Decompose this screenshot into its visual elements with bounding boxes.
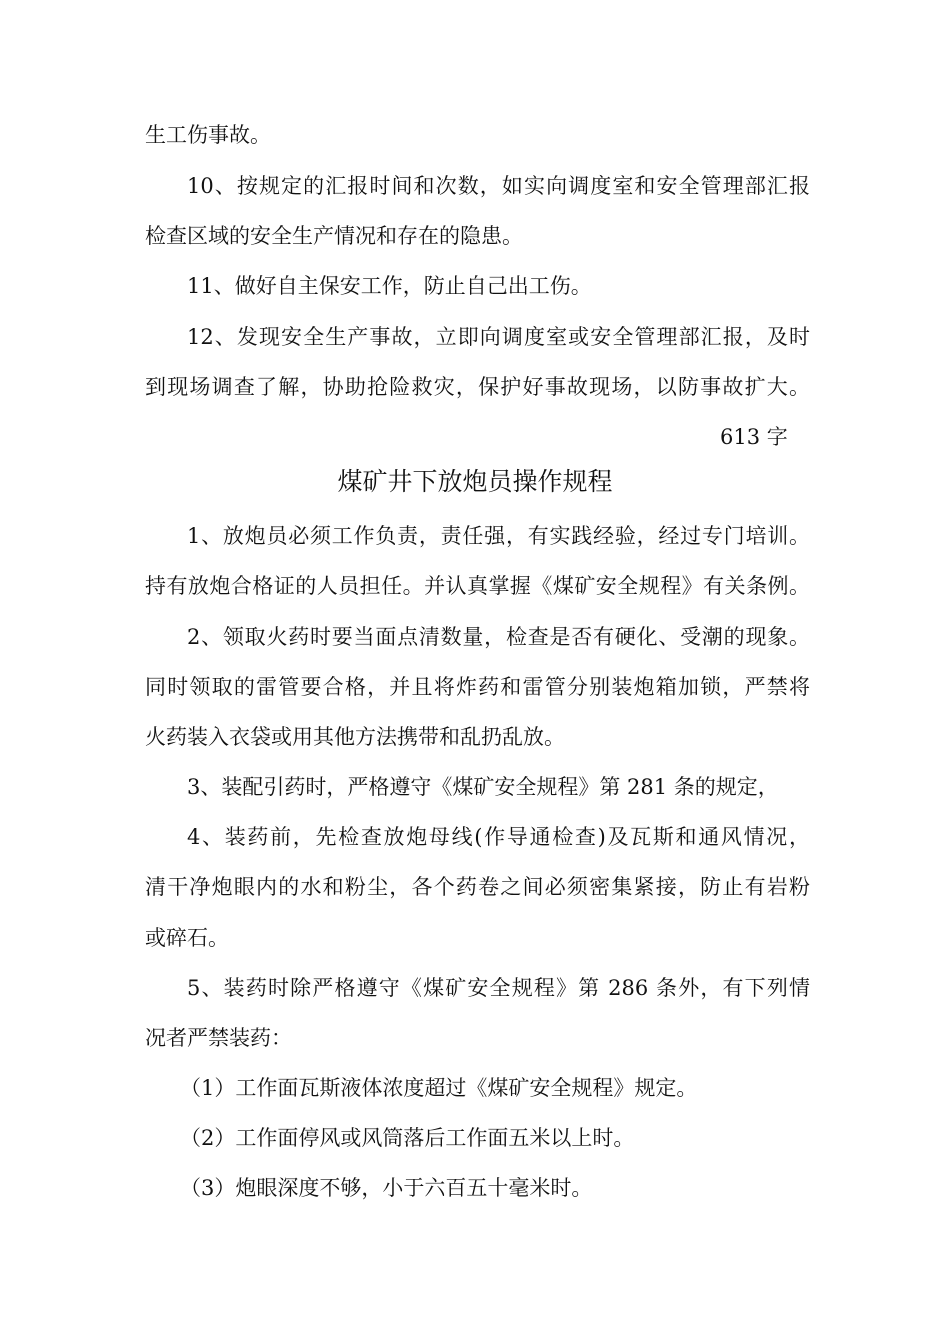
text-line: 1、放炮员必须工作负责，责任强，有实践经验，经过专门培训。 — [187, 524, 810, 548]
text-line: 检查区域的安全生产情况和存在的隐患。 — [145, 224, 523, 248]
text-line: 2、领取火药时要当面点清数量，检查是否有硬化、受潮的现象。 — [187, 625, 810, 649]
text-line: 火药装入衣袋或用其他方法携带和乱扔乱放。 — [145, 725, 565, 749]
text-line: 持有放炮合格证的人员担任。并认真掌握《煤矿安全规程》有关条例。 — [145, 574, 810, 598]
text-line: 12、发现安全生产事故，立即向调度室或安全管理部汇报，及时 — [187, 325, 810, 349]
text-line: 11、做好自主保安工作，防止自己出工伤。 — [187, 274, 592, 298]
text-line: 同时领取的雷管要合格，并且将炸药和雷管分别装炮箱加锁，严禁将 — [145, 675, 810, 699]
word-count: 613 字 — [720, 425, 788, 449]
text-line: 清干净炮眼内的水和粉尘，各个药卷之间必须密集紧接，防止有岩粉 — [145, 875, 810, 899]
text-line: 生工伤事故。 — [145, 123, 271, 147]
text-line: （1）工作面瓦斯液体浓度超过《煤矿安全规程》规定。 — [180, 1076, 698, 1100]
text-line: 10、按规定的汇报时间和次数，如实向调度室和安全管理部汇报 — [187, 174, 810, 198]
text-line: （2）工作面停风或风筒落后工作面五米以上时。 — [180, 1126, 635, 1150]
text-line: 到现场调查了解，协助抢险救灾，保护好事故现场，以防事故扩大。 — [145, 375, 810, 399]
text-line: 4、装药前，先检查放炮母线(作导通检查)及瓦斯和通风情况， — [187, 825, 810, 849]
text-line: 5、装药时除严格遵守《煤矿安全规程》第 286 条外，有下列情 — [187, 976, 810, 1000]
text-line: （3）炮眼深度不够，小于六百五十毫米时。 — [180, 1176, 593, 1200]
text-line: 或碎石。 — [145, 926, 229, 950]
text-line: 3、装配引药时，严格遵守《煤矿安全规程》第 281 条的规定， — [187, 775, 779, 799]
section-title: 煤矿井下放炮员操作规程 — [337, 467, 613, 496]
text-line: 况者严禁装药： — [145, 1026, 292, 1050]
